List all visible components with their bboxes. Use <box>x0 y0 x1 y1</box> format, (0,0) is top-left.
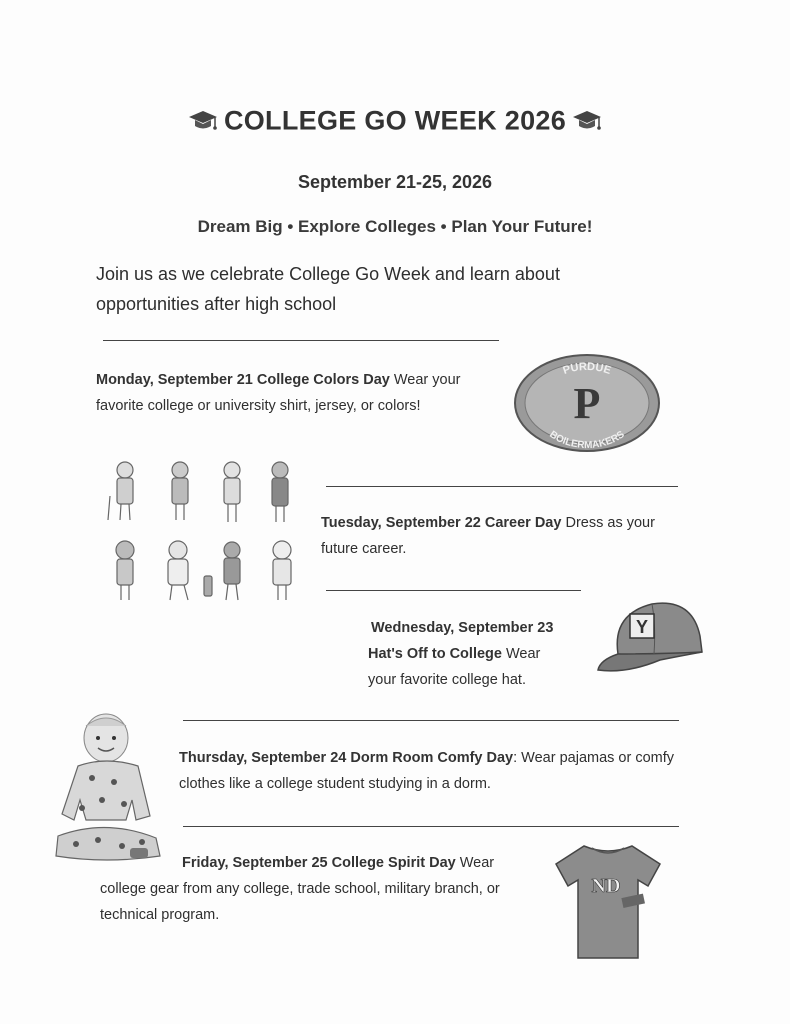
slogan: Dream Big • Explore Colleges • Plan Your Future! <box>197 217 593 236</box>
college-tshirt-image <box>552 840 664 962</box>
college-hat-image <box>596 596 712 678</box>
monday-title: Monday, September 21 College Colors Day <box>96 372 390 388</box>
purdue-badge-image <box>513 352 661 454</box>
tuesday-event <box>321 510 691 562</box>
thursday-description: : Wear pajamas or comfy clothes like a college student studying in a dorm. <box>179 750 675 792</box>
divider <box>183 720 679 721</box>
divider <box>183 826 679 827</box>
friday-title: Friday, September 25 College Spirit Day <box>182 855 456 871</box>
divider <box>103 340 499 341</box>
wednesday-title-line2: Hat's Off to College <box>368 646 502 662</box>
toddler-pajamas-image <box>52 708 164 866</box>
tuesday-description: Dress as your future career. <box>321 515 655 557</box>
career-kids-illustration <box>100 458 300 606</box>
kid-figure <box>224 462 240 522</box>
wednesday-title-line1: Wednesday, September 23 <box>371 620 554 636</box>
thursday-event <box>179 745 689 797</box>
monday-event <box>96 367 496 419</box>
shirt-logo: ND <box>591 875 621 897</box>
badge-bottom-text: BOILERMAKERS <box>547 429 627 452</box>
badge-letter: P <box>573 379 601 428</box>
divider <box>326 590 581 591</box>
kid-figure <box>168 541 188 600</box>
thursday-title: Thursday, September 24 Dorm Room Comfy Day <box>179 750 514 766</box>
hat-logo: Y <box>635 617 649 637</box>
friday-description: Wear college gear from any college, trade school, military branch, or technical program. <box>100 855 500 923</box>
kid-figure <box>273 541 291 600</box>
intro-text: Join us as we celebrate College Go Week and learn about opportunities after high school <box>96 264 560 314</box>
wednesday-description: Wear your favorite college hat. <box>368 646 541 688</box>
page-title <box>0 104 790 136</box>
tuesday-title: Tuesday, September 22 Career Day <box>321 515 562 531</box>
graduation-cap-icon <box>188 108 218 134</box>
kid-figure <box>172 462 188 520</box>
badge-top-text: PURDUE <box>561 360 613 377</box>
kid-figure <box>116 541 134 600</box>
kid-figure <box>108 462 133 520</box>
kid-figure <box>204 542 240 600</box>
wednesday-event <box>368 615 588 693</box>
monday-description: Wear your favorite college or university shirt, jersey, or colors! <box>96 372 461 414</box>
event-dates: September 21-25, 2026 <box>297 172 493 192</box>
graduation-cap-icon <box>572 108 602 134</box>
friday-event <box>100 850 540 928</box>
kid-figure <box>272 462 288 522</box>
divider <box>326 486 678 487</box>
title-text: COLLEGE GO WEEK 2026 <box>223 105 567 136</box>
